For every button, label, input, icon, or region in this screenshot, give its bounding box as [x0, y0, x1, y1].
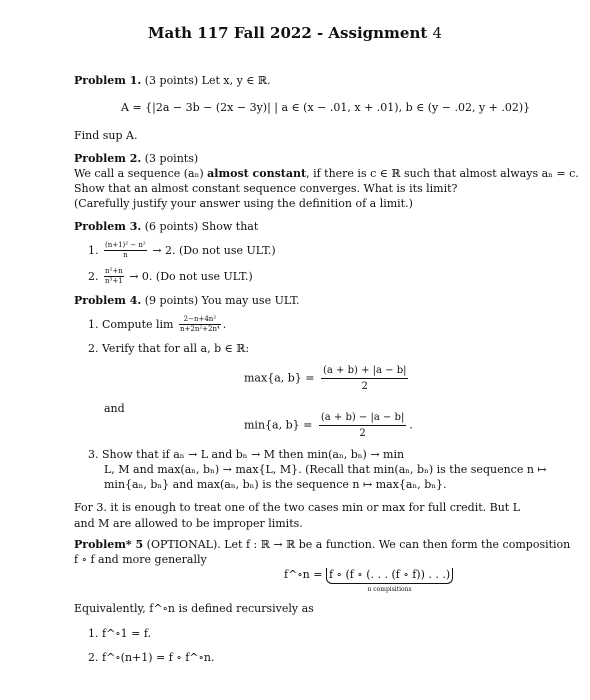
problem-2-line-1	[74, 167, 579, 180]
item-text: → 2. (Do not use ULT.)	[152, 243, 276, 257]
underbrace	[326, 568, 453, 593]
min-fraction	[319, 412, 406, 439]
item-number: 2.	[88, 651, 99, 664]
item-number: 1.	[88, 317, 99, 331]
problem-4-item-3	[88, 448, 404, 461]
problem-5-equivalently: Equivalently, f^∘n is defined recursively as	[74, 602, 314, 615]
composition-formula	[284, 568, 453, 593]
denominator: 2	[361, 381, 368, 392]
problem-3-intro: (6 points) Show that	[144, 220, 259, 233]
title-number: 4	[432, 24, 443, 42]
numerator: (a + b) + |a − b|	[321, 365, 408, 379]
problem-1-intro: (3 points) Let x, y ∈ ℝ.	[144, 74, 271, 87]
problem-3-label: Problem 3.	[74, 220, 142, 233]
almost-constant-term: almost constant	[207, 167, 307, 180]
problem-1-label: Problem 1.	[74, 74, 142, 87]
problem-4-header	[74, 294, 299, 307]
problem-4-item-2	[88, 342, 249, 355]
denominator: n+2n²+2n⁴	[180, 325, 220, 334]
item-number: 1.	[88, 243, 99, 257]
underbrace-label: n compisitions	[367, 586, 412, 593]
denominator: n³+1	[105, 277, 123, 286]
denominator: 2	[359, 428, 366, 439]
problem-3-header	[74, 220, 258, 233]
item-3-line-1: Show that if aₙ → L and bₙ → M then min(aₙ, bₙ) → min	[102, 448, 405, 461]
problem-1-header	[74, 74, 271, 87]
problem-2-line-1a: We call a sequence (aₙ)	[74, 167, 204, 180]
problem-2-header	[74, 152, 198, 165]
problem-1-find: Find sup A.	[74, 129, 138, 142]
item-text: f^∘1 = f.	[102, 627, 152, 640]
problem-5-header	[74, 538, 570, 551]
max-lhs: max{a, b} =	[244, 371, 315, 385]
page-title	[0, 24, 590, 42]
problem-4-note: For 3. it is enough to treat one of the two cases min or max for full credit. But L and M are allowed to be improper limits.	[74, 501, 521, 530]
item-3-line-2: L, M and max(aₙ, bₙ) → max{L, M}. (Recall that min(aₙ, bₙ) is the sequence n ↦	[104, 463, 547, 476]
title-text: Math 117 Fall 2022 - Assignment	[147, 24, 428, 42]
item-end: .	[222, 317, 227, 331]
problem-3-item-1	[88, 242, 276, 260]
item-number: 2.	[88, 342, 99, 355]
item-number: 1.	[88, 627, 99, 640]
item-number: 2.	[88, 269, 99, 283]
max-fraction	[321, 365, 408, 392]
fraction	[104, 268, 124, 286]
problem-5-intro: (OPTIONAL). Let f : ℝ → ℝ be a function. We can then form the composition	[146, 538, 571, 551]
problem-2-label: Problem 2.	[74, 152, 142, 165]
item-text: Verify that for all a, b ∈ ℝ:	[102, 342, 250, 355]
fraction	[179, 316, 221, 334]
problem-2-points: (3 points)	[144, 152, 199, 165]
denominator: n	[123, 251, 128, 260]
item-number: 3.	[88, 448, 99, 461]
composition-lhs: f^∘n =	[284, 568, 323, 581]
item-3-line-3: min{aₙ, bₙ} and max(aₙ, bₙ) is the sequence n ↦ max{aₙ, bₙ}.	[104, 478, 447, 491]
composition-body: f ∘ (f ∘ (. . . (f ∘ f)) . . .)	[326, 568, 453, 584]
problem-1-equation: A = {|2a − 3b − (2x − 3y)| | a ∈ (x − .01, x + .01), b ∈ (y − .02, y + .02)}	[121, 101, 531, 114]
min-identity	[244, 412, 413, 439]
numerator: (a + b) − |a − b|	[319, 412, 406, 426]
numerator: (n+1)² − n²	[104, 242, 147, 251]
problem-5-label: Problem* 5	[74, 538, 144, 551]
problem-5-item-1	[88, 627, 151, 640]
min-lhs: min{a, b} =	[244, 418, 313, 432]
max-identity	[244, 365, 411, 392]
problem-4-label: Problem 4.	[74, 294, 142, 307]
item-text: → 0. (Do not use ULT.)	[129, 269, 253, 283]
item-text: f^∘(n+1) = f ∘ f^∘n.	[102, 651, 215, 664]
numerator: 2−n+4n²	[179, 316, 221, 325]
problem-2-line-3: (Carefully justify your answer using the definition of a limit.)	[74, 197, 413, 210]
problem-5-line-2: f ∘ f and more generally	[74, 553, 207, 566]
problem-4-item-1	[88, 316, 226, 334]
problem-2-line-1b: , if there is c ∈ ℝ such that almost always aₙ = c.	[306, 167, 579, 180]
numerator: n²+n	[104, 268, 124, 277]
problem-3-item-2	[88, 268, 253, 286]
min-end: .	[409, 418, 413, 432]
fraction	[104, 242, 147, 260]
problem-2-line-2: Show that an almost constant sequence converges. What is its limit?	[74, 182, 458, 195]
item-text: Compute lim	[102, 317, 174, 331]
and-word: and	[104, 402, 125, 415]
problem-4-intro: (9 points) You may use ULT.	[144, 294, 300, 307]
problem-5-item-2	[88, 651, 215, 664]
